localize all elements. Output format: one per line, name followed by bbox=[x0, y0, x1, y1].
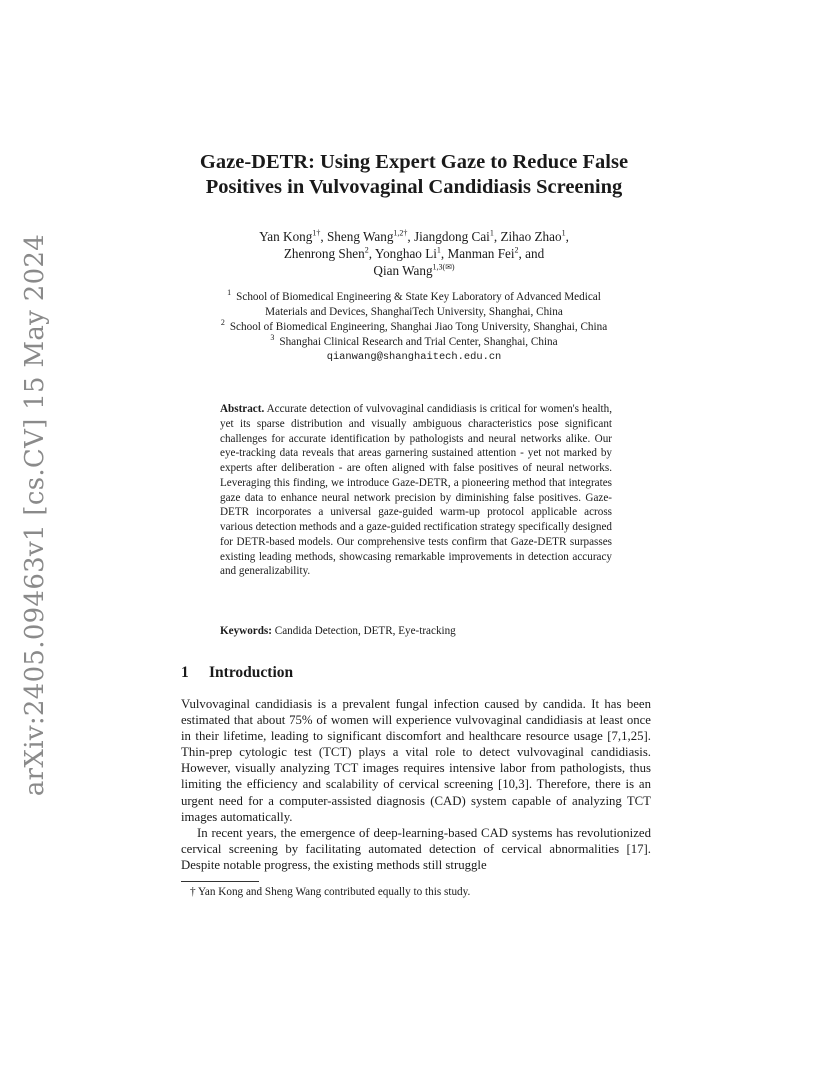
affiliation-text: Shanghai Clinical Research and Trial Center, Shanghai, China bbox=[279, 336, 558, 348]
paper-title bbox=[150, 150, 678, 200]
author-name: Qian Wang bbox=[373, 263, 433, 278]
author-line-1: Yan Kong$^{1\dagger}$, Sheng Wang$^{1,2\dagger}$, Jiangdong Cai$^1$, Zihao Zhao$^1$, bbox=[259, 228, 569, 244]
author-name: Zhenrong Shen bbox=[283, 246, 365, 261]
author-name: Manman Fei bbox=[447, 246, 515, 261]
intro-paragraph-1: Vulvovaginal candidiasis is a prevalent fungal infection caused by candida. It has been estimated that about 75% of women will experience vulvovaginal candidiasis at least once in their lifetime, leading to significant discomfort and healthcare resource usage [7,1,25]. Thin-prep cytologic test (TCT) plays a vital role to detect vulvovaginal candidiasis. However, visually analyzing TCT images requires intensive labor from pathologists, thus limiting the efficiency and scalability of cervical screening [10,3]. Therefore, there is an urgent need for a computer-assisted diagnosis (CAD) system capable of analyzing TCT images automatically. bbox=[181, 697, 651, 824]
keywords bbox=[220, 624, 612, 639]
affiliation-1-continued: Materials and Devices, ShanghaiTech University, Shanghai, China bbox=[265, 306, 563, 318]
title-line-2: Positives in Vulvovaginal Candidiasis Screening bbox=[205, 176, 623, 198]
section-number: 1 bbox=[181, 664, 189, 681]
author-affil-mark: 1,3(✉) bbox=[432, 262, 455, 272]
intro-paragraph-2: In recent years, the emergence of deep-learning-based CAD systems has revolutionized cervical screening by facilitating automated detection of cervical abnormalities [17]. Despite notable progress, the existing methods still struggle bbox=[181, 825, 651, 872]
author-affil-mark: 1,2† bbox=[393, 228, 408, 238]
author-and: and bbox=[525, 246, 545, 261]
author-line-3 bbox=[170, 262, 658, 279]
section-heading bbox=[181, 664, 293, 682]
author-name: Yan Kong bbox=[259, 229, 313, 244]
author-line-2: Zhenrong Shen$^2$, Yonghao Li$^1$, Manman Fei$^2$, and bbox=[283, 245, 545, 261]
affiliation-list bbox=[160, 290, 668, 365]
author-affil-mark: 2 bbox=[364, 245, 369, 255]
author-name: Jiangdong Cai bbox=[414, 229, 490, 244]
author-affil-mark: 1 bbox=[436, 245, 441, 255]
footnote: † Yan Kong and Sheng Wang contributed equally to this study. bbox=[190, 886, 471, 898]
title-line-1: Gaze-DETR: Using Expert Gaze to Reduce False bbox=[199, 151, 629, 173]
author-affil-mark: 2 bbox=[514, 245, 519, 255]
introduction-body bbox=[181, 696, 651, 873]
author-list bbox=[170, 228, 658, 279]
affiliation-number: 3 bbox=[270, 333, 275, 343]
affiliation-number: 2 bbox=[220, 318, 225, 328]
author-name: Zihao Zhao bbox=[500, 229, 562, 244]
author-name: Yonghao Li bbox=[374, 246, 437, 261]
keywords-label: Keywords: bbox=[220, 625, 272, 637]
affiliation-2 bbox=[160, 320, 668, 335]
author-affil-mark: 1 bbox=[489, 228, 494, 238]
affiliation-text: School of Biomedical Engineering & State Key Laboratory of Advanced Medical bbox=[236, 291, 601, 303]
affiliation-1 bbox=[160, 290, 668, 305]
abstract-body: Accurate detection of vulvovaginal candidiasis is critical for women's health, yet its sparse distribution and visually ambiguous characteristics pose significant challenges for accurate identification by pathologists and neural networks alike. Our eye-tracking data reveals that areas garnering sustained attention - yet not marked by experts after deliberation - are often aligned with false positives of neural networks. Leveraging this finding, we introduce Gaze-DETR, a pioneering method that integrates gaze data to enhance neural network precision by diminishing false positives. Gaze-DETR incorporates a universal gaze-guided warm-up protocol applicable across various detection methods and a gaze-guided rectification strategy specifically designed for DETR-based models. Our comprehensive tests confirm that Gaze-DETR surpasses existing leading methods, showcasing remarkable improvements in detection accuracy and generalizability. bbox=[220, 403, 612, 578]
arxiv-identifier-stamp: arXiv:2405.09463v1 [cs.CV] 15 May 2024 bbox=[20, 233, 50, 797]
author-affil-mark: 1† bbox=[312, 228, 321, 238]
affiliation-text: School of Biomedical Engineering, Shanghai Jiao Tong University, Shanghai, China bbox=[229, 321, 608, 333]
affiliation-3 bbox=[160, 335, 668, 350]
author-affil-mark: 1 bbox=[561, 228, 566, 238]
affiliation-number: 1 bbox=[227, 288, 232, 298]
footnote-divider bbox=[181, 881, 259, 882]
author-name: Sheng Wang bbox=[326, 229, 394, 244]
abstract bbox=[220, 402, 612, 579]
section-title-text: Introduction bbox=[209, 664, 294, 681]
keywords-body: Candida Detection, DETR, Eye-tracking bbox=[274, 625, 456, 637]
abstract-label: Abstract. bbox=[220, 403, 265, 415]
contact-email[interactable]: qianwang@shanghaitech.edu.cn bbox=[326, 351, 502, 363]
